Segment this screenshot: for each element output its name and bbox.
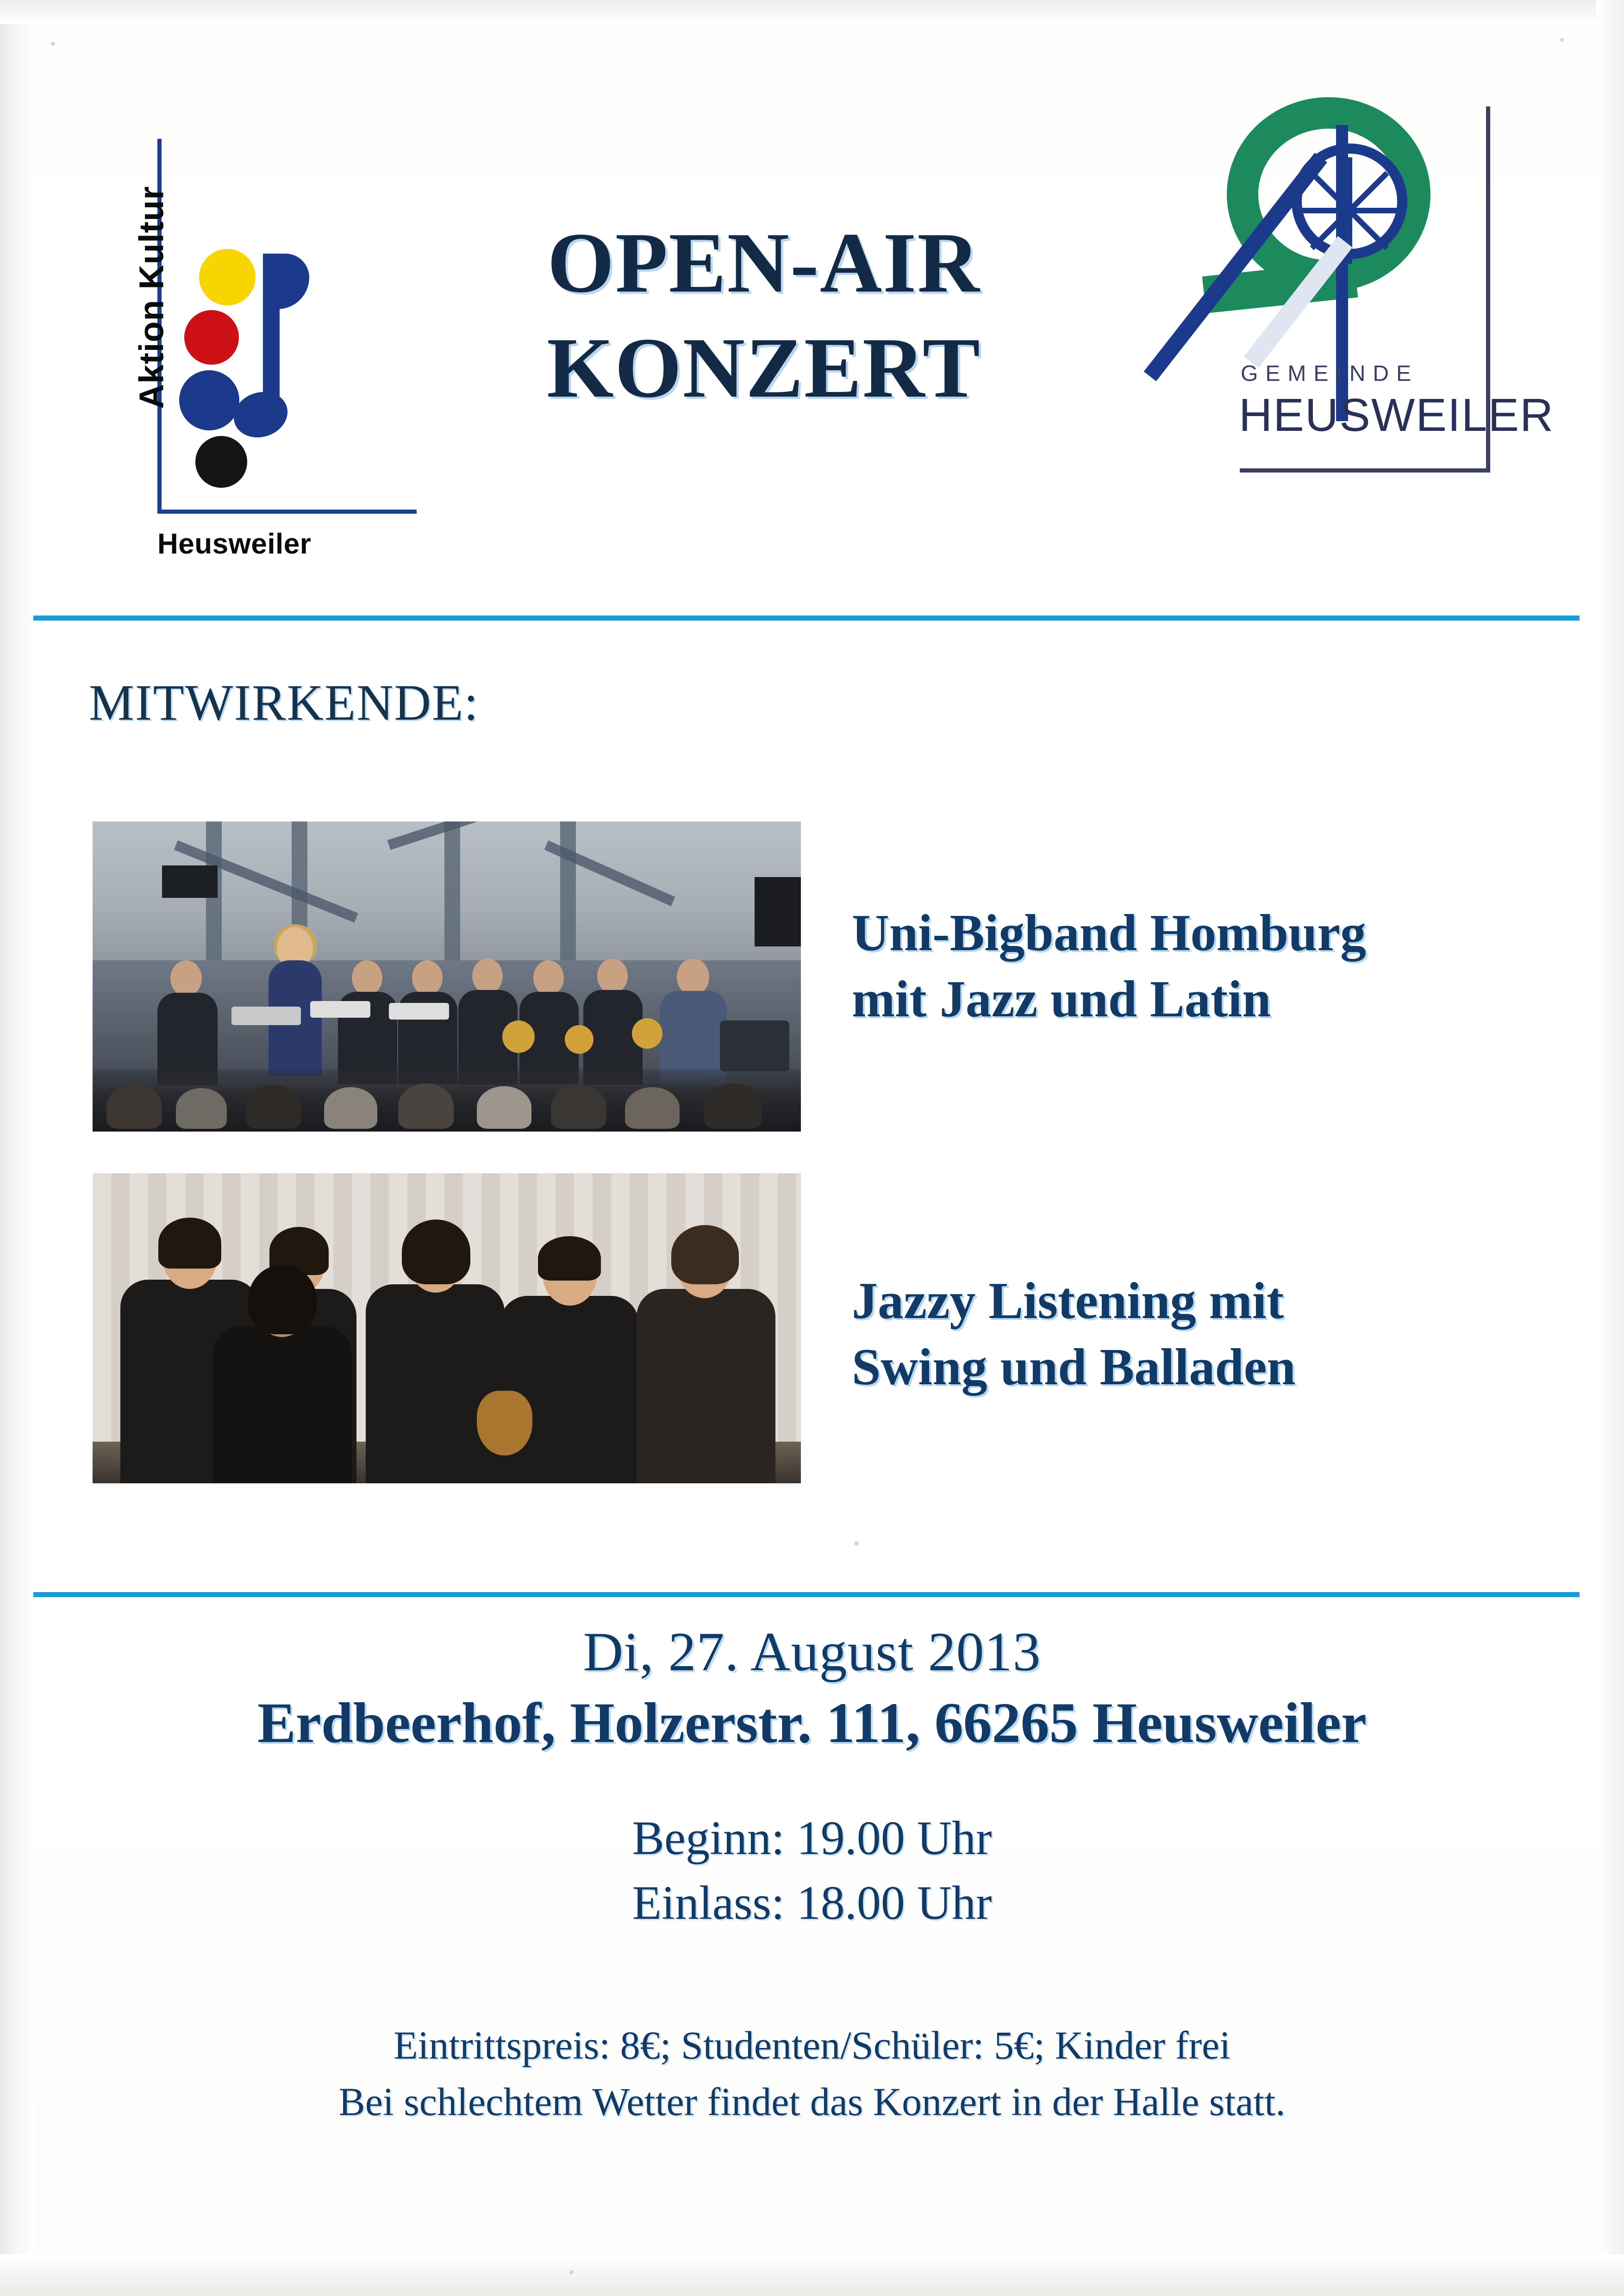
act-1-label (852, 900, 1555, 1033)
act-2-line2: Swing und Balladen (852, 1338, 1296, 1396)
divider-middle (33, 1592, 1580, 1597)
act-2-label (852, 1268, 1555, 1401)
poster-header (0, 0, 1624, 611)
logo-horizontal-rule (157, 510, 417, 514)
logo-dot-yellow-icon (199, 249, 256, 305)
photo-jazzy-listening (93, 1173, 801, 1483)
event-details (0, 1620, 1624, 2130)
divider-top (33, 616, 1580, 621)
gemeinde-label: GEMEINDE (1241, 361, 1419, 386)
logo-frame-bottom (1240, 468, 1490, 473)
poster-title-line2: KONZERT (547, 320, 981, 416)
paper-edge-bottom (0, 2254, 1624, 2296)
poster-title-line1: OPEN-AIR (547, 215, 981, 311)
event-venue: Erdbeerhof, Holzerstr. 111, 66265 Heusweiler (257, 1691, 1367, 1755)
aktion-kultur-vertical-text: Aktion Kultur (132, 186, 171, 409)
section-label-performers: MITWIRKENDE: (89, 674, 479, 731)
scan-speck (854, 1541, 859, 1546)
act-1-line1: Uni-Bigband Homburg (852, 904, 1366, 962)
event-times (0, 1806, 1624, 1936)
act-2-line1: Jazzy Listening mit (852, 1272, 1284, 1330)
poster-title (417, 211, 1111, 421)
event-date: Di, 27. August 2013 (583, 1621, 1041, 1682)
aktion-kultur-logo (98, 139, 316, 574)
gemeinde-heusweiler-logo (1199, 83, 1555, 546)
event-info (0, 2017, 1624, 2130)
event-weather-note: Bei schlechtem Wetter findet das Konzert in der Halle statt. (338, 2079, 1286, 2124)
event-doors-time: Einlass: 18.00 Uhr (632, 1876, 992, 1930)
scan-speck (569, 2270, 574, 2274)
logo-dot-red-icon (184, 310, 239, 365)
act-1-line2: mit Jazz und Latin (852, 971, 1271, 1028)
photo-uni-bigband (93, 821, 801, 1132)
heusweiler-label: HEUSWEILER (1239, 389, 1555, 441)
event-start-time: Beginn: 19.00 Uhr (632, 1811, 992, 1865)
event-price: Eintrittspreis: 8€; Studenten/Schüler: 5€; Kinder frei (393, 2022, 1231, 2067)
logo-dot-black-icon (195, 436, 247, 488)
logo-dot-blue-icon (179, 370, 239, 430)
aktion-kultur-subtitle: Heusweiler (157, 528, 312, 560)
